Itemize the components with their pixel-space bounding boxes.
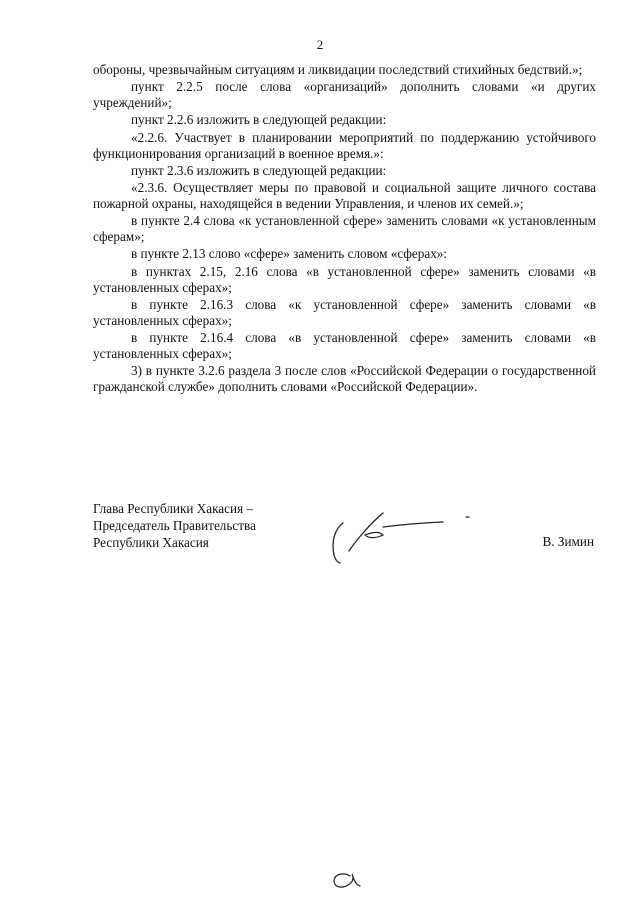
paragraph: обороны, чрезвычайным ситуациям и ликвидации последствий стихийных бедствий.»; [93,62,583,77]
document-body [93,62,596,395]
signatory-title-line: Республики Хакасия [93,535,209,550]
signatory-title-line: Глава Республики Хакасия – [93,501,254,516]
paragraph: 3) в пункте 3.2.6 раздела 3 после слов «Российской Федерации о государственной гражданской службе» дополнить словами «Российской Федерации». [93,363,596,395]
paragraph: в пункте 2.13 слово «сфере» заменить словом «сферах»: [131,246,448,262]
signatory-name: В. Зимин [542,534,594,549]
handwritten-signature [325,505,475,565]
paragraph: «2.3.6. Осуществляет меры по правовой и социальной защите личного состава пожарной охраны, находящейся в ведении Управления, и членов их семей.»; [93,179,596,211]
paragraph: пункт 2.3.6 изложить в следующей редакции: [131,162,387,178]
handwritten-mark [328,868,362,892]
paragraph: в пункте 2.16.4 слова «в установленной сфере» заменить словами «в установленных сферах»; [93,329,596,361]
paragraph: пункт 2.2.6 изложить в следующей редакции: [131,112,387,128]
paragraph: в пункте 2.16.3 слова «к установленной сфере» заменить словами «в установленных сферах»; [93,296,596,328]
signatory-title [93,500,256,551]
paragraph: пункт 2.2.5 после слова «организаций» дополнить словами «и других учреждений»; [93,79,596,111]
paragraph: «2.2.6. Участвует в планировании мероприятий по поддержанию устойчивого функционирования организаций в военное время.»: [93,129,596,161]
paragraph: в пункте 2.4 слова «к установленной сфере» заменить словами «к установленным сферам»; [93,213,596,245]
signatory-title-line: Председатель Правительства [93,518,256,533]
paragraph: в пунктах 2.15, 2.16 слова «в установленной сфере» заменить словами «в установленных сферах»; [93,263,596,295]
page-number: 2 [316,37,324,52]
